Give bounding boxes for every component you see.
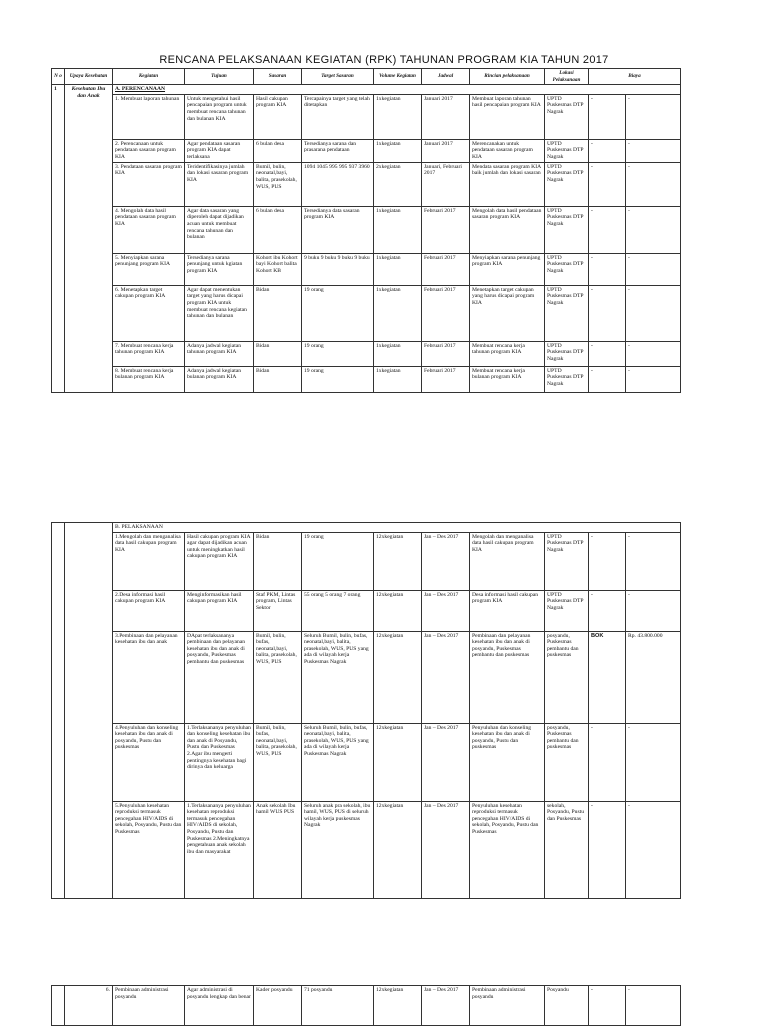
target-cell: 9 buku 9 buku 9 buku 9 buku bbox=[302, 253, 374, 285]
volume-cell: 1xkegiatan bbox=[374, 366, 422, 392]
lokasi-cell: UPTD Puskesmas DTP Nagrak bbox=[545, 162, 589, 206]
volume-cell: 12xkegiatan bbox=[374, 986, 422, 1026]
tujuan-cell: Tersedianya sarana penunjang untuk kgiatan program KIA bbox=[185, 253, 254, 285]
jadwal-cell: Jan – Des 2017 bbox=[422, 590, 470, 631]
tujuan-cell: DApat terlaksananya pembinaan dan pelayanan kesehatan ibu dan anak di posyandu, Puskesmas pembantu dan puskesmas bbox=[185, 631, 254, 723]
biaya-amount-cell: - bbox=[626, 253, 681, 285]
biaya-source-cell: - bbox=[589, 590, 626, 631]
section-a-heading: A. PERENCANAAN bbox=[113, 85, 681, 95]
header-lokasi: Lokasi Pelaksanaan bbox=[545, 69, 589, 85]
biaya-amount-cell: - bbox=[626, 285, 681, 341]
sasaran-cell: Kohort ibu Kohort bayi Kohort balita Kohort KB bbox=[254, 253, 302, 285]
tujuan-cell: Agar dapat menentukan target yang harus dicapai program KIA untuk membuat rencana kegiatan tahunan dan bulanan bbox=[185, 285, 254, 341]
rpk-table-perencanaan bbox=[51, 68, 681, 393]
header-target: Target Sasaran bbox=[302, 69, 374, 85]
lokasi-cell: UPTD Puskesmas DTP Nagrak bbox=[545, 94, 589, 139]
biaya-amount-cell: - bbox=[626, 94, 681, 139]
volume-cell: 12xkegiatan bbox=[374, 631, 422, 723]
header-upaya: Upaya Kesehatan bbox=[65, 69, 113, 85]
lokasi-cell: UPTD Puskesmas DTP Nagrak bbox=[545, 139, 589, 162]
jadwal-cell: Februari 2017 bbox=[422, 206, 470, 253]
volume-cell: 1xkegiatan bbox=[374, 94, 422, 139]
lokasi-cell: posyandu, Puskesmas pembantu dan puskesmas bbox=[545, 723, 589, 801]
table-row bbox=[52, 631, 681, 723]
rincian-cell: Pembinaan dan pelayanan kesehatan ibu dan anak di posyandu, Puskesmas pembantu dan puskesmas bbox=[470, 631, 545, 723]
lokasi-cell: UPTD Puskesmas DTP Nagrak bbox=[545, 532, 589, 590]
biaya-source-cell: - bbox=[589, 206, 626, 253]
lokasi-cell: Posyandu bbox=[545, 986, 589, 1026]
sasaran-cell: 6 bulan desa bbox=[254, 139, 302, 162]
rincian-cell: Menetapkan target cakupan yang harus dicapai program KIA bbox=[470, 285, 545, 341]
program-no: 1 bbox=[52, 85, 65, 393]
table-header-row bbox=[52, 69, 681, 85]
target-cell: 71 posyandu bbox=[302, 986, 374, 1026]
kegiatan-cell: 4. Mengolah data hasil pendataan sasaran program KIA bbox=[113, 206, 185, 253]
target-cell: 55 orang 5 orang 7 orang bbox=[302, 590, 374, 631]
volume-cell: 12xkegiatan bbox=[374, 801, 422, 898]
rpk-table-pelaksanaan bbox=[51, 522, 681, 899]
header-kegiatan: Kegiatan bbox=[113, 69, 185, 85]
target-cell: 19 orang bbox=[302, 285, 374, 341]
tujuan-cell: Adanya jadwal kegiatan tahunan program KIA bbox=[185, 341, 254, 366]
table-row bbox=[52, 94, 681, 139]
table-row bbox=[52, 801, 681, 898]
sasaran-cell: 6 bulan desa bbox=[254, 206, 302, 253]
table-row bbox=[52, 285, 681, 341]
biaya-source-cell: - bbox=[589, 341, 626, 366]
jadwal-cell: Jan – Des 2017 bbox=[422, 532, 470, 590]
header-volume: Volume Kegiatan bbox=[374, 69, 422, 85]
tujuan-cell: Adanya jadwal kegiatan bulanan program KIA bbox=[185, 366, 254, 392]
sasaran-cell: Kader posyandu bbox=[254, 986, 302, 1026]
jadwal-cell: Februari 2017 bbox=[422, 285, 470, 341]
sasaran-cell: Bidan bbox=[254, 532, 302, 590]
tujuan-cell: Agar administrasi di posyandu lengkap dan benar bbox=[185, 986, 254, 1026]
table-row bbox=[52, 206, 681, 253]
rincian-cell: Menyiapkan sarana penunjang program KIA bbox=[470, 253, 545, 285]
volume-cell: 12xkegiatan bbox=[374, 590, 422, 631]
tujuan-cell: Teridentifikasinya jumlah dan lokasi sasaran program KIA bbox=[185, 162, 254, 206]
table-row bbox=[52, 986, 681, 1026]
biaya-source-cell: - bbox=[589, 723, 626, 801]
jadwal-cell: Jan – Des 2017 bbox=[422, 801, 470, 898]
biaya-source-cell: - bbox=[589, 532, 626, 590]
target-cell: 1094 1045 995 995 937 3960 bbox=[302, 162, 374, 206]
lokasi-cell: UPTD Puskesmas DTP Nagrak bbox=[545, 366, 589, 392]
kegiatan-cell: 1.Mengolah dan menganalisa data hasil cakupan program KIA bbox=[113, 532, 185, 590]
lokasi-cell: sekolah, Posyandu, Pustu dan Puskesmas bbox=[545, 801, 589, 898]
table-row bbox=[52, 366, 681, 392]
table-row bbox=[52, 723, 681, 801]
row-no: 6. bbox=[65, 986, 113, 1026]
section-b-heading: B. PELAKSANAAN bbox=[113, 523, 681, 533]
lokasi-cell: UPTD Puskesmas DTP Nagrak bbox=[545, 341, 589, 366]
kegiatan-cell: 2.Desa informasi hasil cakupan program KIA bbox=[113, 590, 185, 631]
tujuan-cell: 1.Terlaksananya penyuluhan dan konseling kesehatan ibu dan anak di Posyandu, Pustu dan Puskesmas 2.Agar ibu mengerti pentingnya kesehatan bagi dirinya dan keluarga bbox=[185, 723, 254, 801]
biaya-source-cell: - bbox=[589, 801, 626, 898]
kegiatan-cell: Pembinaan administrasi posyandu bbox=[113, 986, 185, 1026]
program-upaya: Kesehatan Ibu dan Anak bbox=[65, 85, 113, 393]
blank-cell bbox=[65, 523, 113, 899]
sasaran-cell: Bidan bbox=[254, 341, 302, 366]
lokasi-cell: UPTD Puskesmas DTP Nagrak bbox=[545, 285, 589, 341]
sasaran-cell: Bidan bbox=[254, 285, 302, 341]
document-title: RENCANA PELAKSANAAN KEGIATAN (RPK) TAHUNAN PROGRAM KIA TAHUN 2017 bbox=[159, 54, 609, 66]
table-row bbox=[52, 532, 681, 590]
tujuan-cell: Agar data sasaran yang diperoleh dapat dijadikan acuan untuk membuat rencana tahunan dan bulanan bbox=[185, 206, 254, 253]
biaya-amount-cell: - bbox=[626, 139, 681, 162]
tujuan-cell: 1.Terlaksananya penyuluhan kesehatan reproduksi termasuk pencegahan HIV/AIDS di sekolah, Posyandu, Pustu dan Puskesmas 2.Meningkatnya pengetahuan anak sekolah ibu dan masyarakat bbox=[185, 801, 254, 898]
sasaran-cell: Bidan bbox=[254, 366, 302, 392]
jadwal-cell: Januari 2017 bbox=[422, 139, 470, 162]
rincian-cell: Membuat laporan tahunan hasil pencapaian program KIA bbox=[470, 94, 545, 139]
blank-cell bbox=[52, 986, 65, 1026]
lokasi-cell: UPTD Puskesmas DTP Nagrak bbox=[545, 253, 589, 285]
sasaran-cell: Hasil cakupan program KIA bbox=[254, 94, 302, 139]
kegiatan-cell: 5. Menyiapkan sarana penunjang program KIA bbox=[113, 253, 185, 285]
tujuan-cell: Menginformasikan hasil cakupan program KIA bbox=[185, 590, 254, 631]
rincian-cell: Mengolah dan menganalisa data hasil cakupan program KIA bbox=[470, 532, 545, 590]
target-cell: Seluruh Bumil, bulin, bufas, neonatal,bayi, balita, prasekolah, WUS, PUS yang ada di wilayah kerja Puskesmas Nagrak bbox=[302, 631, 374, 723]
table-row bbox=[52, 85, 681, 95]
biaya-amount-cell: - bbox=[626, 341, 681, 366]
sasaran-cell: Anak sekolah Ibu hamil WUS PUS bbox=[254, 801, 302, 898]
header-biaya: Biaya bbox=[589, 69, 681, 85]
rincian-cell: Merencanakan untuk pendataan sasaran program KIA bbox=[470, 139, 545, 162]
jadwal-cell: Februari 2017 bbox=[422, 253, 470, 285]
rincian-cell: Penyuluhan dan konseling kesehatan ibu dan anak di posyandu, Pustu dan puskesmas bbox=[470, 723, 545, 801]
volume-cell: 2xkegiatan bbox=[374, 162, 422, 206]
biaya-source-cell: - bbox=[589, 162, 626, 206]
jadwal-cell: Jan – Des 2017 bbox=[422, 986, 470, 1026]
table-row bbox=[52, 139, 681, 162]
rincian-cell: Membuat rencana kerja tahunan program KIA bbox=[470, 341, 545, 366]
kegiatan-cell: 3.Pembinaan dan pelayanan kesehatan ibu dan anak bbox=[113, 631, 185, 723]
biaya-amount-cell: - bbox=[626, 590, 681, 631]
sasaran-cell: Staf PKM, Lintas program, Lintas Sektor bbox=[254, 590, 302, 631]
kegiatan-cell: 4.Penyuluhan dan konseling kesehatan ibu dan anak di posyandu, Pustu dan puskesmas bbox=[113, 723, 185, 801]
jadwal-cell: Februari 2017 bbox=[422, 366, 470, 392]
rpk-table-continued bbox=[51, 985, 681, 1026]
rincian-cell: Desa informasi hasil cakupan program KIA bbox=[470, 590, 545, 631]
volume-cell: 1xkegiatan bbox=[374, 285, 422, 341]
target-cell: 19 orang bbox=[302, 366, 374, 392]
lokasi-cell: posyandu, Puskesmas pembantu dan puskesmas bbox=[545, 631, 589, 723]
biaya-amount-cell: - bbox=[626, 206, 681, 253]
rincian-cell: Pembinaan administrasi posyandu bbox=[470, 986, 545, 1026]
rincian-cell: Membuat rencana kerja bulanan program KIA bbox=[470, 366, 545, 392]
blank-cell bbox=[52, 523, 65, 899]
biaya-source-cell: - bbox=[589, 139, 626, 162]
biaya-source-cell: - bbox=[589, 986, 626, 1026]
kegiatan-cell: 8. Membuat rencana kerja bulanan program KIA bbox=[113, 366, 185, 392]
table-row bbox=[52, 162, 681, 206]
biaya-source-cell: - bbox=[589, 253, 626, 285]
rincian-cell: Penyuluhan kesehatan reproduksi termasuk pencegahan HIV/AIDS di sekolah, Posyandu, Pustu dan Puskesmas bbox=[470, 801, 545, 898]
biaya-source-cell: - bbox=[589, 285, 626, 341]
volume-cell: 12xkegiatan bbox=[374, 723, 422, 801]
jadwal-cell: Januari, Februari 2017 bbox=[422, 162, 470, 206]
biaya-amount-cell: - bbox=[626, 986, 681, 1026]
jadwal-cell: Jan – Des 2017 bbox=[422, 631, 470, 723]
table-row bbox=[52, 590, 681, 631]
table-row bbox=[52, 523, 681, 533]
jadwal-cell: Januari 2017 bbox=[422, 94, 470, 139]
volume-cell: 12xkegiatan bbox=[374, 532, 422, 590]
sasaran-cell: Bumil, bulin, bufas, neonatal,bayi, balita, prasekolah, WUS, PUS bbox=[254, 631, 302, 723]
kegiatan-cell: 2. Perencanaan untuk pendataan sasaran program KIA bbox=[113, 139, 185, 162]
biaya-amount-cell: - bbox=[626, 723, 681, 801]
target-cell: Seluruh anak pra sekolah, ibu hamil, WUS, PUS di seluruh wilayah kerja puskesmas Nagrak bbox=[302, 801, 374, 898]
biaya-amount-cell: - bbox=[626, 801, 681, 898]
sasaran-cell: Bumil, bulin, bufas, neonatal,bayi, balita, prasekolah, WUS, PUS bbox=[254, 723, 302, 801]
lokasi-cell: UPTD Puskesmas DTP Nagrak bbox=[545, 590, 589, 631]
target-cell: 19 orang bbox=[302, 341, 374, 366]
header-sasaran: Sasaran bbox=[254, 69, 302, 85]
biaya-source-cell: - bbox=[589, 94, 626, 139]
kegiatan-cell: 3. Pendataan sasaran program KIA bbox=[113, 162, 185, 206]
table-row bbox=[52, 253, 681, 285]
tujuan-cell: Hasil cakupan program KIA agar dapat dijadikan acuan untuk meningkatkan hasil cakupan program KIA bbox=[185, 532, 254, 590]
volume-cell: 1xkegiatan bbox=[374, 341, 422, 366]
biaya-source-cell: BOK bbox=[589, 631, 626, 723]
target-cell: 19 orang bbox=[302, 532, 374, 590]
kegiatan-cell: 7. Membuat rencana kerja tahunan program KIA bbox=[113, 341, 185, 366]
tujuan-cell: Untuk mengetahui hasil pencapaian program untuk membuat rencana tahunan dan bulanan KIA bbox=[185, 94, 254, 139]
biaya-amount-cell: - bbox=[626, 162, 681, 206]
header-rincian: Rincian pelaksanaan bbox=[470, 69, 545, 85]
lokasi-cell: UPTD Puskesmas DTP Nagrak bbox=[545, 206, 589, 253]
volume-cell: 1xkegiatan bbox=[374, 206, 422, 253]
jadwal-cell: Jan – Des 2017 bbox=[422, 723, 470, 801]
volume-cell: 1xkegiatan bbox=[374, 139, 422, 162]
rincian-cell: Mengolah data hasil pendataan sasaran program KIA bbox=[470, 206, 545, 253]
kegiatan-cell: 5.Penyuluhan kesehatan reproduksi termasuk pencegahan HIV/AIDS di sekolah, Posyandu, Pustu dan Puskesmas bbox=[113, 801, 185, 898]
table-row bbox=[52, 341, 681, 366]
target-cell: Seluruh Bumil, bulin, bufas, neonatal,bayi, balita, prasekolah, WUS, PUS yang ada di wilayah kerja Puskesmas Nagrak bbox=[302, 723, 374, 801]
volume-cell: 1xkegiatan bbox=[374, 253, 422, 285]
biaya-amount-cell: Rp. 43.800.000 bbox=[626, 631, 681, 723]
jadwal-cell: Februari 2017 bbox=[422, 341, 470, 366]
target-cell: Tersedianya sarana dan prasarana pendataan bbox=[302, 139, 374, 162]
header-tujuan: Tujuan bbox=[185, 69, 254, 85]
tujuan-cell: Agar pendataan sasaran program KIA dapat terlaksana bbox=[185, 139, 254, 162]
header-jadwal: Jadwal bbox=[422, 69, 470, 85]
kegiatan-cell: 6. Menetapkan target cakupan program KIA bbox=[113, 285, 185, 341]
target-cell: Tercapainya target yang telah ditetapkan bbox=[302, 94, 374, 139]
kegiatan-cell: 1. Membuat laporan tahunan bbox=[113, 94, 185, 139]
biaya-source-cell: - bbox=[589, 366, 626, 392]
header-no: N o bbox=[52, 69, 65, 85]
rincian-cell: Mendata sasaran program KIA baik jumlah dan lokasi sasaran bbox=[470, 162, 545, 206]
target-cell: Tersedianya data sasaran program KIA bbox=[302, 206, 374, 253]
biaya-amount-cell: - bbox=[626, 532, 681, 590]
biaya-amount-cell: - bbox=[626, 366, 681, 392]
sasaran-cell: Bumil, bulin, neonatal,bayi, balita, prasekolah, WUS, PUS bbox=[254, 162, 302, 206]
